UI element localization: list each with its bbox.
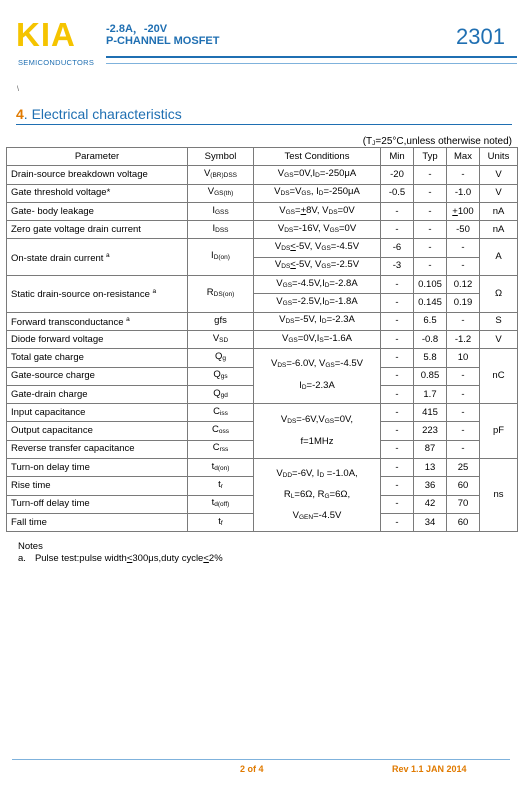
max-cell: 60: [447, 477, 480, 495]
typ-cell: -: [414, 239, 447, 257]
test-condition-cell: $V_{DS}=-5V$, $I_D=-2.3A$: [254, 312, 381, 330]
parameter-cell: Gate threshold voltage*: [7, 184, 188, 202]
table-row: [7, 184, 518, 202]
symbol-cell: $V_{SD}$: [188, 330, 254, 348]
max-cell: -: [447, 385, 480, 403]
section-underline: [16, 124, 512, 125]
symbol-cell: $Q_{gs}$: [188, 367, 254, 385]
section-title: . Electrical characteristics: [23, 106, 182, 122]
column-header: Symbol: [188, 148, 254, 166]
parameter-cell: Input capacitance: [7, 404, 188, 422]
min-cell: -: [381, 330, 414, 348]
typ-cell: 0.85: [414, 367, 447, 385]
typ-cell: 34: [414, 513, 447, 531]
typ-cell: 6.5: [414, 312, 447, 330]
footer-rule: [12, 759, 510, 760]
note-a: a. Pulse test:pulse width<300μs,duty cycle<2%: [18, 553, 223, 564]
max-cell: 0.19: [447, 294, 480, 312]
table-row: [7, 202, 518, 220]
header-rule-thick: [106, 56, 517, 58]
revision-label: Rev 1.1 JAN 2014: [392, 764, 467, 774]
max-cell: +100: [447, 202, 480, 220]
parameter-cell: Drain-source breakdown voltage: [7, 166, 188, 184]
max-cell: -: [447, 312, 480, 330]
unit-cell: A: [480, 239, 518, 276]
symbol-cell: $V_{(BR)DSS}$: [188, 166, 254, 184]
typ-cell: -: [414, 221, 447, 239]
min-cell: -: [381, 312, 414, 330]
symbol-cell: $I_{DSS}$: [188, 221, 254, 239]
test-condition-cell: $V_{GS}=-2.5V,I_D=-1.8A$: [254, 294, 381, 312]
test-condition-cell: $V_{GS}=0V,I_D=-250\mu A$: [254, 166, 381, 184]
typ-cell: 5.8: [414, 349, 447, 367]
electrical-characteristics-table: [6, 147, 518, 532]
symbol-cell: $t_{d(on)}$: [188, 459, 254, 477]
symbol-cell: $t_f$: [188, 513, 254, 531]
symbol-cell: $I_{D(on)}$: [188, 239, 254, 276]
test-conditions-note: ($T_J=25^\circ C,unless$ otherwise noted): [362, 136, 512, 147]
max-cell: 0.12: [447, 276, 480, 294]
test-condition-cell: $V_{DS}=-6.0V$, $V_{GS}=-4.5V$ $I_D=-2.3A$: [254, 349, 381, 404]
max-cell: -: [447, 239, 480, 257]
symbol-cell: $t_r$: [188, 477, 254, 495]
min-cell: -: [381, 294, 414, 312]
parameter-cell: Zero gate voltage drain current: [7, 221, 188, 239]
page-number: 2 of 4: [240, 764, 264, 774]
column-header: Test Conditions: [254, 148, 381, 166]
table-row: [7, 404, 518, 422]
typ-cell: 0.105: [414, 276, 447, 294]
parameter-cell: Gate-drain charge: [7, 385, 188, 403]
parameter-cell: On-state drain current $^a$: [7, 239, 188, 276]
parameter-cell: Turn-on delay time: [7, 459, 188, 477]
unit-cell: Ω: [480, 276, 518, 313]
unit-cell: pF: [480, 404, 518, 459]
min-cell: -6: [381, 239, 414, 257]
typ-cell: 415: [414, 404, 447, 422]
test-condition-cell: $V_{DS}=V_{GS}$, $I_D=-250\mu A$: [254, 184, 381, 202]
parameter-cell: Gate-source charge: [7, 367, 188, 385]
table-row: [7, 276, 518, 294]
header-rating: -2.8A，-20V: [106, 23, 168, 35]
typ-cell: 42: [414, 495, 447, 513]
column-header: Units: [480, 148, 518, 166]
min-cell: -: [381, 349, 414, 367]
test-condition-cell: $V_{DS}<-5V$, $V_{GS}=-4.5V$: [254, 239, 381, 257]
max-cell: -: [447, 404, 480, 422]
symbol-cell: $C_{rss}$: [188, 440, 254, 458]
column-header: Max: [447, 148, 480, 166]
parameter-cell: Forward transconductance $^a$: [7, 312, 188, 330]
column-header: Min: [381, 148, 414, 166]
min-cell: -: [381, 440, 414, 458]
unit-cell: ns: [480, 459, 518, 532]
column-header: Parameter: [7, 148, 188, 166]
section-number: 4: [16, 106, 24, 122]
notes-heading: Notes: [18, 541, 43, 552]
min-cell: -: [381, 404, 414, 422]
typ-cell: -: [414, 184, 447, 202]
symbol-cell: $C_{iss}$: [188, 404, 254, 422]
parameter-cell: Diode forward voltage: [7, 330, 188, 348]
typ-cell: 1.7: [414, 385, 447, 403]
max-cell: 10: [447, 349, 480, 367]
parameter-cell: Turn-off delay time: [7, 495, 188, 513]
typ-cell: -0.8: [414, 330, 447, 348]
max-cell: 70: [447, 495, 480, 513]
min-cell: -0.5: [381, 184, 414, 202]
typ-cell: -: [414, 166, 447, 184]
unit-cell: S: [480, 312, 518, 330]
unit-cell: nA: [480, 221, 518, 239]
parameter-cell: Static drain-source on-resistance $^a$: [7, 276, 188, 313]
parameter-cell: Reverse transfer capacitance: [7, 440, 188, 458]
typ-cell: -: [414, 257, 447, 275]
min-cell: -: [381, 459, 414, 477]
max-cell: -: [447, 422, 480, 440]
table-row: [7, 239, 518, 257]
min-cell: -: [381, 221, 414, 239]
symbol-cell: $R_{DS(on)}$: [188, 276, 254, 313]
section-heading: [16, 106, 182, 122]
symbol-cell: gfs: [188, 312, 254, 330]
table-row: [7, 349, 518, 367]
table-header-row: [7, 148, 518, 166]
parameter-cell: Total gate charge: [7, 349, 188, 367]
symbol-cell: $V_{GS(th)}$: [188, 184, 254, 202]
min-cell: -: [381, 202, 414, 220]
logo-subtitle: SEMICONDUCTORS: [18, 58, 95, 67]
max-cell: -: [447, 166, 480, 184]
typ-cell: 87: [414, 440, 447, 458]
unit-cell: V: [480, 184, 518, 202]
table-row: [7, 221, 518, 239]
typ-cell: -: [414, 202, 447, 220]
min-cell: -3: [381, 257, 414, 275]
max-cell: 60: [447, 513, 480, 531]
test-condition-cell: $V_{GS}=+8V$, $V_{DS}=0V$: [254, 202, 381, 220]
typ-cell: 13: [414, 459, 447, 477]
test-condition-cell: $V_{DD}=-6V$, $I_D =-1.0A$, $R_L=6\Omega$, $R_G=6\Omega$, $V_{GEN}=-4.5V$: [254, 459, 381, 532]
symbol-cell: $C_{oss}$: [188, 422, 254, 440]
test-condition-cell: $V_{DS}=-16V$, $V_{GS}=0V$: [254, 221, 381, 239]
table-row: [7, 330, 518, 348]
test-condition-cell: $V_{GS}=-4.5V,I_D=-2.8A$: [254, 276, 381, 294]
min-cell: -: [381, 477, 414, 495]
part-number: 2301: [456, 24, 505, 49]
min-cell: -: [381, 422, 414, 440]
parameter-cell: Fall time: [7, 513, 188, 531]
parameter-cell: Rise time: [7, 477, 188, 495]
max-cell: -: [447, 257, 480, 275]
column-header: Typ: [414, 148, 447, 166]
unit-cell: V: [480, 166, 518, 184]
table-row: [7, 312, 518, 330]
min-cell: -: [381, 276, 414, 294]
max-cell: -1.2: [447, 330, 480, 348]
min-cell: -: [381, 495, 414, 513]
stray-mark: \: [17, 86, 19, 93]
test-condition-cell: $V_{GS}=0V,I_S=-1.6A$: [254, 330, 381, 348]
test-condition-cell: $V_{DS}<-5V$, $V_{GS}=-2.5V$: [254, 257, 381, 275]
parameter-cell: Gate- body leakage: [7, 202, 188, 220]
max-cell: -1.0: [447, 184, 480, 202]
typ-cell: 0.145: [414, 294, 447, 312]
typ-cell: 36: [414, 477, 447, 495]
header-device-type: P-CHANNEL MOSFET: [106, 35, 220, 47]
table-row: [7, 459, 518, 477]
max-cell: -: [447, 367, 480, 385]
parameter-cell: Output capacitance: [7, 422, 188, 440]
max-cell: 25: [447, 459, 480, 477]
symbol-cell: $Q_{gd}$: [188, 385, 254, 403]
symbol-cell: $Q_g$: [188, 349, 254, 367]
min-cell: -: [381, 367, 414, 385]
symbol-cell: $t_{d(off)}$: [188, 495, 254, 513]
unit-cell: nC: [480, 349, 518, 404]
header-rule-thin: [106, 63, 517, 64]
test-condition-cell: $V_{DS}=-6V,V_{GS}=0V$, f=1MHz: [254, 404, 381, 459]
max-cell: -50: [447, 221, 480, 239]
typ-cell: 223: [414, 422, 447, 440]
table-row: [7, 166, 518, 184]
unit-cell: nA: [480, 202, 518, 220]
max-cell: -: [447, 440, 480, 458]
min-cell: -20: [381, 166, 414, 184]
unit-cell: V: [480, 330, 518, 348]
company-logo: KIA: [16, 16, 76, 53]
symbol-cell: $I_{GSS}$: [188, 202, 254, 220]
min-cell: -: [381, 385, 414, 403]
min-cell: -: [381, 513, 414, 531]
